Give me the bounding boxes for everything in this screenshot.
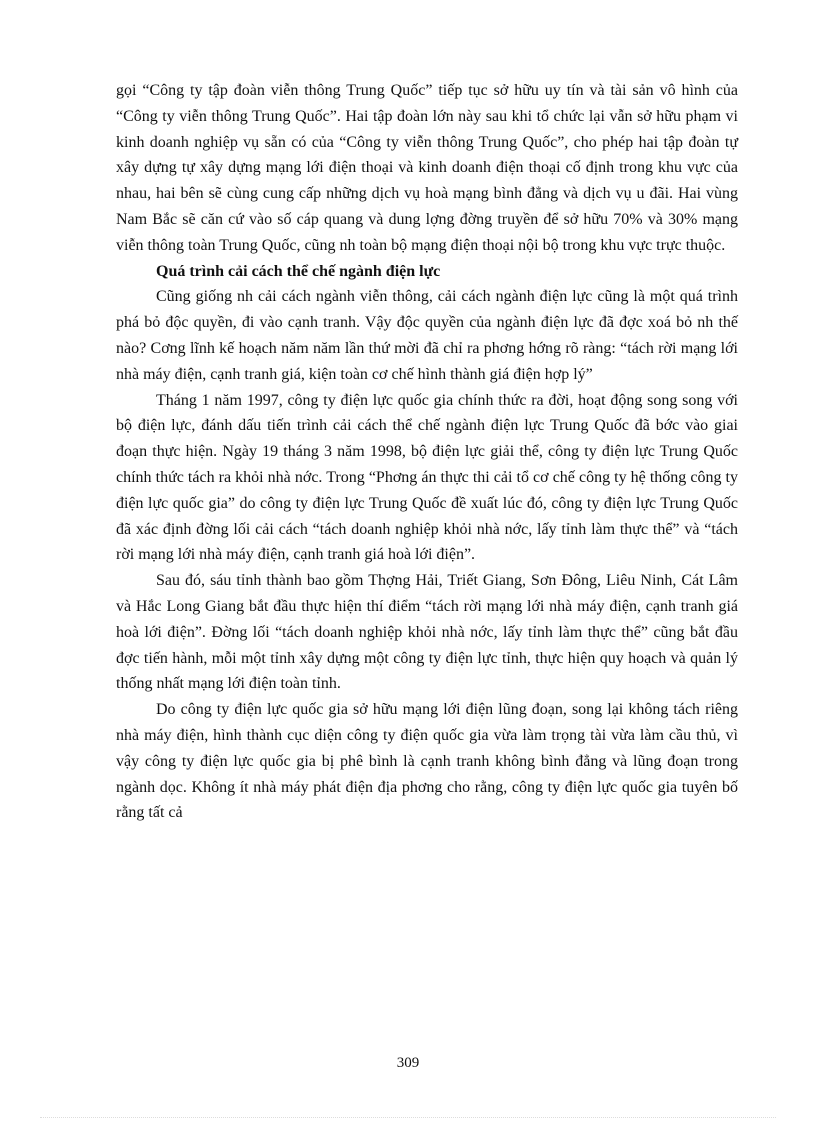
document-page [116, 78, 738, 826]
paragraph-telecom-continued: gọi “Công ty tập đoàn viễn thông Trung Quốc” tiếp tục sở hữu uy tín và tài sản vô hình của “Công ty viễn thông Trung Quốc”. Hai tập đoàn lớn này sau khi tổ chức lại vẫn sở hữu phạm vi kinh doanh nghiệp vụ sẵn có của “Công ty viễn thông Trung Quốc”, cho phép hai tập đoàn tự xây dựng tự xây dựng mạng lới điện thoại và kinh doanh điện thoại cố định trong khu vực của nhau, hai bên sẽ cùng cung cấp những dịch vụ hoà mạng bình đẳng và dịch vụ u đãi. Hai vùng Nam Bắc sẽ căn cứ vào số cáp quang và dung lợng đờng truyền để sở hữu 70% và 30% mạng viễn thông toàn Trung Quốc, cũng nh toàn bộ mạng điện thoại nội bộ trong khu vực trực thuộc. [116, 82, 738, 254]
section-heading: Quá trình cải cách thể chế ngành điện lực [156, 262, 441, 280]
paragraph-1997: Tháng 1 năm 1997, công ty điện lực quốc gia chính thức ra đời, hoạt động song song với bộ điện lực, đánh dấu tiến trình cải cách thể chế ngành điện lực Trung Quốc đã bớc vào giai đoạn thực hiện. Ngày 19 tháng 3 năm 1998, bộ điện lực giải thể, công ty điện lực Trung Quốc chính thức tách ra khỏi nhà nớc. Trong “Phơng án thực thi cải tổ cơ chế công ty hệ thống công ty điện lực quốc gia” do công ty điện lực Trung Quốc đề xuất lúc đó, công ty điện lực Trung Quốc đã xác định đờng lối cải cách “tách doanh nghiệp khỏi nhà nớc, lấy tỉnh làm thực thể” và “tách rời mạng lới nhà máy điện, cạnh tranh giá hoà lới điện”. [116, 391, 738, 564]
footer-divider [40, 1117, 776, 1118]
paragraph-six-provinces: Sau đó, sáu tỉnh thành bao gồm Thợng Hải, Triết Giang, Sơn Đông, Liêu Ninh, Cát Lâm và Hắc Long Giang bắt đầu thực hiện thí điểm “tách rời mạng lới nhà máy điện, cạnh tranh giá hoà lới điện”. Đờng lối “tách doanh nghiệp khỏi nhà nớc, lấy tỉnh làm thực thể” cũng bắt đầu đợc tiến hành, mỗi một tỉnh xây dựng một công ty điện lực tỉnh, thực hiện quy hoạch và quản lý thống nhất mạng lới điện toàn tỉnh. [116, 572, 738, 693]
paragraph-power-intro: Cũng giống nh cải cách ngành viễn thông, cải cách ngành điện lực cũng là một quá trình phá bỏ độc quyền, đi vào cạnh tranh. Vậy độc quyền của ngành điện lực đã đợc xoá bỏ nh thế nào? Cơng lĩnh kế hoạch năm năm lần thứ mời đã chỉ ra phơng hớng rõ ràng: “tách rời mạng lới nhà máy điện, cạnh tranh giá, kiện toàn cơ chế hình thành giá điện hợp lý” [116, 288, 738, 383]
paragraph-national-grid: Do công ty điện lực quốc gia sở hữu mạng lới điện lũng đoạn, song lại không tách riêng nhà máy điện, hình thành cục diện công ty điện quốc gia vừa làm trọng tài vừa làm cầu thủ, vì vậy công ty điện lực quốc gia bị phê bình là cạnh tranh không bình đẳng và lũng đoạn trong ngành dọc. Không ít nhà máy phát điện địa phơng cho rằng, công ty điện lực quốc gia tuyên bố rằng tất cả [116, 701, 738, 822]
page-number: 309 [396, 1055, 420, 1071]
